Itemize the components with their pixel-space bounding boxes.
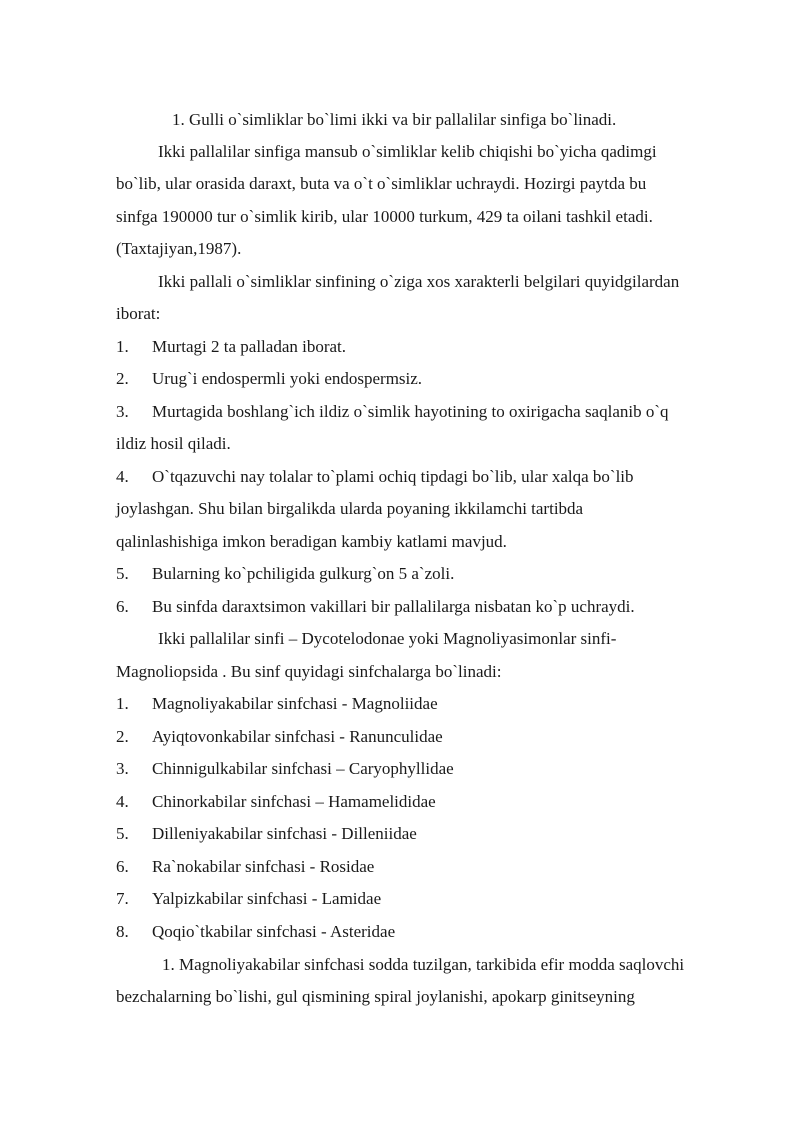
list-item-number: 5.	[116, 824, 129, 843]
list-item: Qoqio`tkabilar sinfchasi - Asteridae	[152, 922, 396, 941]
list-item: Bularning ko`pchiligida gulkurg`on 5 a`zoli.	[152, 564, 455, 583]
list-item: Urug`i endospermli yoki endospermsiz.	[152, 369, 423, 388]
paragraph-line: bo`lib, ular orasida daraxt, buta va o`t o`simliklar uchraydi. Hozirgi paytda bu	[116, 174, 647, 193]
list-item: Ayiqtovonkabilar sinfchasi - Ranunculidae	[152, 727, 443, 746]
list-item: Yalpizkabilar sinfchasi - Lamidae	[152, 889, 382, 908]
list-item-number: 3.	[116, 759, 129, 778]
paragraph-line: Magnoliopsida . Bu sinf quyidagi sinfchalarga bo`linadi:	[116, 662, 502, 681]
list-item-number: 2.	[116, 727, 129, 746]
list-item-number: 2.	[116, 369, 129, 388]
list-item-number: 6.	[116, 597, 129, 616]
list-item-number: 6.	[116, 857, 129, 876]
list-item: Dilleniyakabilar sinfchasi - Dilleniidae	[152, 824, 417, 843]
paragraph-line: Ikki pallalilar sinfiga mansub o`simliklar kelib chiqishi bo`yicha qadimgi	[158, 142, 657, 161]
list-item-continuation: qalinlashishiga imkon beradigan kambiy katlami mavjud.	[116, 532, 507, 551]
list-item-number: 7.	[116, 889, 129, 908]
list-item-number: 5.	[116, 564, 129, 583]
paragraph-line: Ikki pallalilar sinfi – Dycotelodonae yoki Magnoliyasimonlar sinfi-	[158, 629, 617, 648]
list-item: Chinorkabilar sinfchasi – Hamamelididae	[152, 792, 436, 811]
list-item-number: 1.	[116, 337, 129, 356]
list-item: Chinnigulkabilar sinfchasi – Caryophyllidae	[152, 759, 454, 778]
paragraph-line: bezchalarning bo`lishi, gul qismining spiral joylanishi, apokarp ginitseyning	[116, 987, 635, 1006]
paragraph-line: sinfga 190000 tur o`simlik kirib, ular 10000 turkum, 429 ta oilani tashkil etadi.	[116, 207, 653, 226]
list-item: O`tqazuvchi nay tolalar to`plami ochiq tipdagi bo`lib, ular xalqa bo`lib	[152, 467, 634, 486]
list-item: Murtagida boshlang`ich ildiz o`simlik hayotining to oxirigacha saqlanib o`q	[152, 402, 669, 421]
list-item: Murtagi 2 ta palladan iborat.	[152, 337, 347, 356]
list-item: Bu sinfda daraxtsimon vakillari bir pallalilarga nisbatan ko`p uchraydi.	[152, 597, 635, 616]
paragraph-line: Ikki pallali o`simliklar sinfining o`ziga xos xarakterli belgilari quyidgilardan	[158, 272, 680, 291]
paragraph-line: (Taxtajiyan,1987).	[116, 239, 242, 258]
list-item-number: 1.	[116, 694, 129, 713]
list-item-continuation: joylashgan. Shu bilan birgalikda ularda poyaning ikkilamchi tartibda	[116, 499, 584, 518]
list-item-number: 4.	[116, 467, 129, 486]
paragraph-line: iborat:	[116, 304, 161, 323]
list-item-number: 3.	[116, 402, 129, 421]
list-item-number: 4.	[116, 792, 129, 811]
paragraph-line: 1. Magnoliyakabilar sinfchasi sodda tuzilgan, tarkibida efir modda saqlovchi	[162, 955, 685, 974]
paragraph-heading: 1. Gulli o`simliklar bo`limi ikki va bir pallalilar sinfiga bo`linadi.	[172, 110, 617, 129]
list-item: Magnoliyakabilar sinfchasi - Magnoliidae	[152, 694, 438, 713]
list-item-number: 8.	[116, 922, 129, 941]
list-item-continuation: ildiz hosil qiladi.	[116, 434, 231, 453]
list-item: Ra`nokabilar sinfchasi - Rosidae	[152, 857, 375, 876]
